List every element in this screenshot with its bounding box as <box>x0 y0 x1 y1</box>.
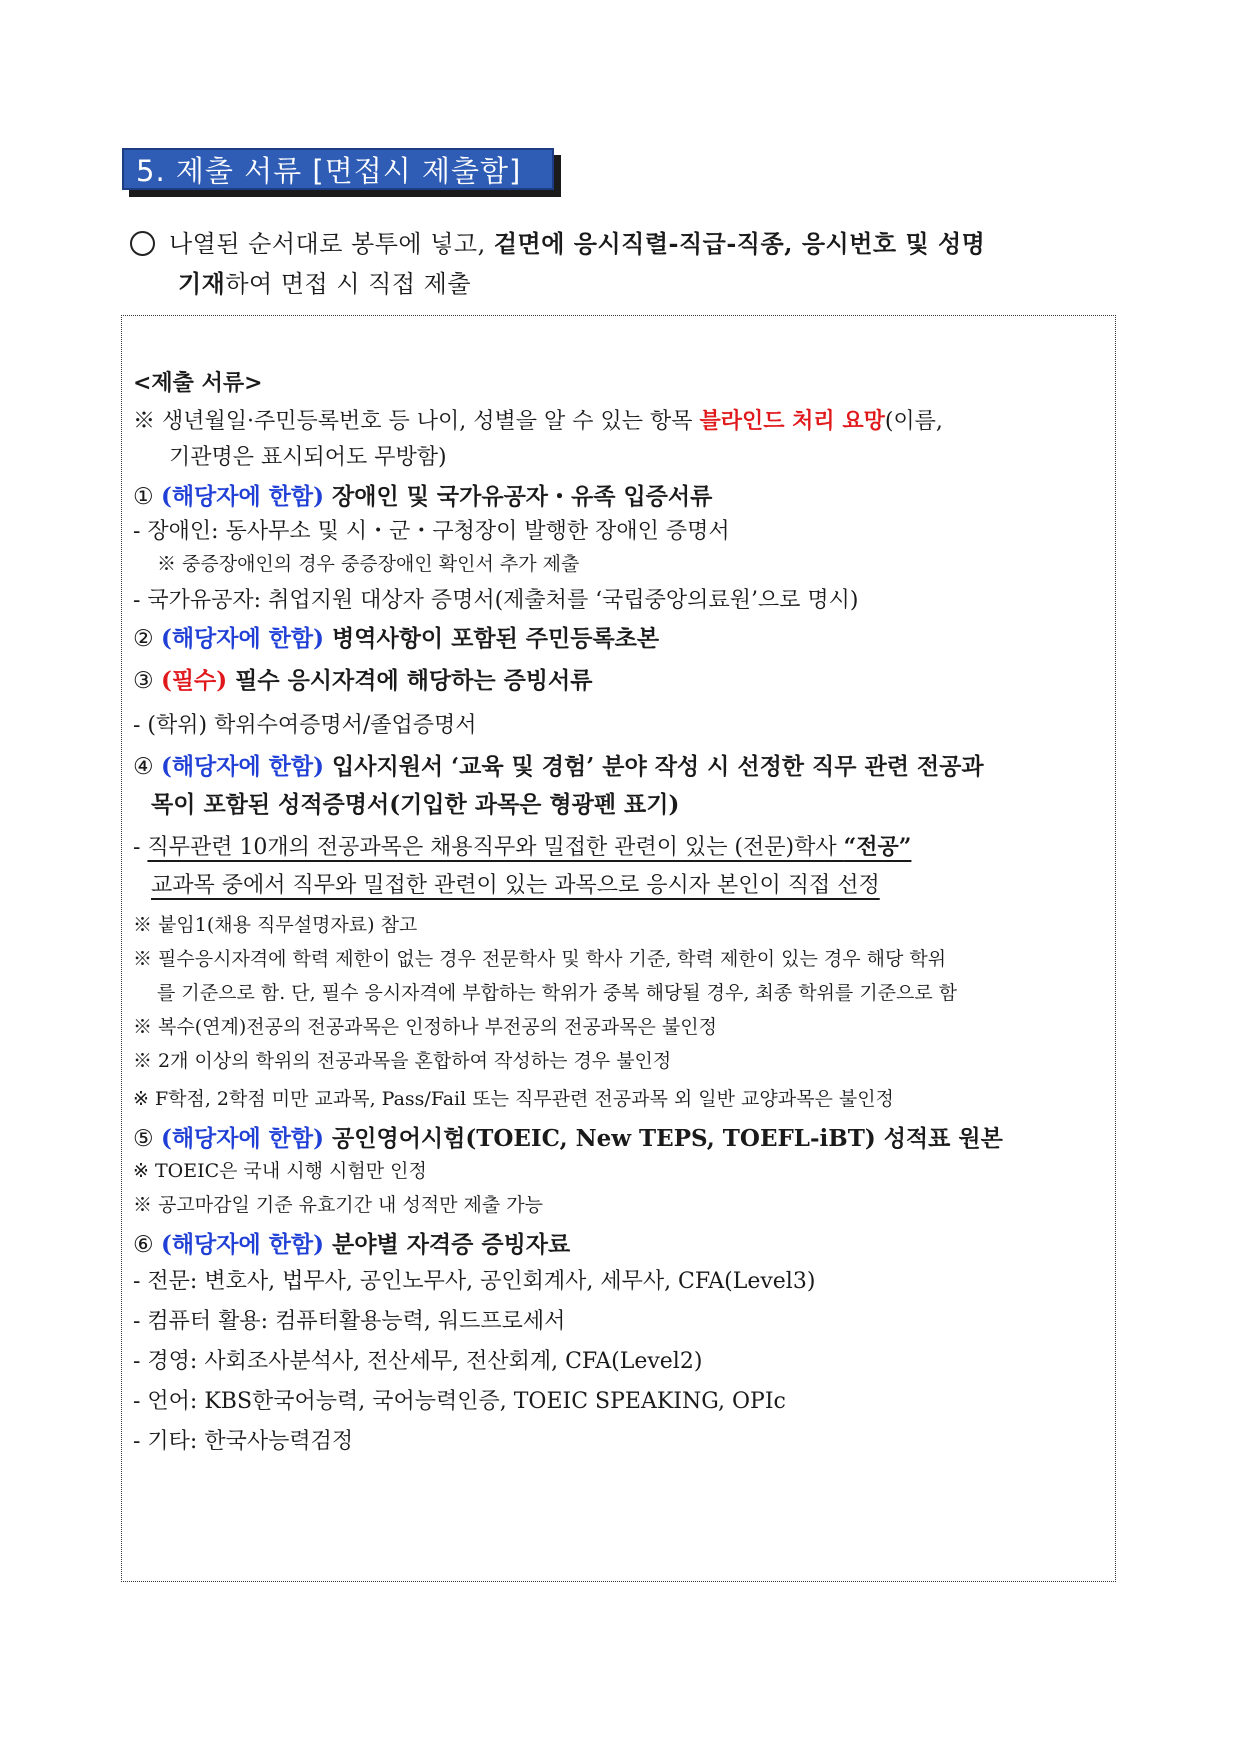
item-1-sub-2: - 국가유공자: 취업지원 대상자 증명서(제출처를 ‘국립중앙의료원’으로 명시) <box>133 588 859 613</box>
item-3-sub-1: - (학위) 학위수여증명서/졸업증명서 <box>133 713 477 738</box>
intro-bold: 겉면에 응시직렬-직급-직종, 응시번호 및 성명 <box>493 229 986 258</box>
item-number: ③ <box>133 668 154 694</box>
dash: - <box>133 835 148 860</box>
item-tag-required: (필수) <box>160 667 228 694</box>
item-6-list-item: - 컴퓨터 활용: 컴퓨터활용능력, 워드프로세서 <box>133 1309 566 1334</box>
item-title: 병역사항이 포함된 주민등록초본 <box>324 625 660 652</box>
item-1-sub-1: - 장애인: 동사무소 및 시・군・구청장이 발행한 장애인 증명서 <box>133 519 730 544</box>
item-4-sub-text: 직무관련 10개의 전공과목은 채용직무와 밀접한 관련이 있는 (전문)학사 <box>147 835 844 860</box>
item-5-note-2: ※ 공고마감일 기준 유효기간 내 성적만 제출 가능 <box>133 1194 544 1216</box>
item-tag: (해당자에 한함) <box>160 1231 325 1258</box>
item-number: ④ <box>133 754 154 780</box>
item-5-note-1: ※ TOEIC은 국내 시행 시험만 인정 <box>133 1160 427 1182</box>
item-title: 입사지원서 ‘교육 및 경험’ 분야 작성 시 선정한 직무 관련 전공과 <box>324 753 984 780</box>
item-2-title <box>133 620 1113 662</box>
intro-text <box>130 224 1130 304</box>
blind-note-line2: 기관명은 표시되어도 무방함) <box>169 445 447 470</box>
item-1-title <box>133 478 1113 514</box>
documents-list <box>133 366 1113 1464</box>
item-6-list-item: - 기타: 한국사능력검정 <box>133 1429 354 1454</box>
item-4-sub-2 <box>133 868 1113 910</box>
item-5-title <box>133 1120 1113 1156</box>
item-4-sub-1 <box>133 830 1113 868</box>
blind-note-post: (이름, <box>884 409 943 434</box>
item-4-sub-underlined-2: 교과목 중에서 직무와 밀접한 관련이 있는 과목으로 응시자 본인이 직접 선정 <box>151 873 880 898</box>
item-tag: (해당자에 한함) <box>160 1125 325 1152</box>
item-4-title-2: 목이 포함된 성적증명서(기입한 과목은 형광펜 표기) <box>151 791 680 818</box>
item-4-note-4: ※ 2개 이상의 학위의 전공과목을 혼합하여 작성하는 경우 불인정 <box>133 1050 672 1072</box>
note-mark: ※ <box>133 409 156 434</box>
circle-bullet-icon <box>130 231 155 256</box>
item-number: ⑥ <box>133 1232 154 1258</box>
item-3-title <box>133 662 1113 708</box>
intro-plain: 나열된 순서대로 봉투에 넣고, <box>169 230 494 258</box>
intro-line-2 <box>130 264 1130 304</box>
item-4-note-1: ※ 붙임1(채용 직무설명자료) 참고 <box>133 914 418 936</box>
item-1-note-1: ※ 중증장애인의 경우 중증장애인 확인서 추가 제출 <box>157 553 580 575</box>
item-number: ⑤ <box>133 1126 154 1152</box>
item-title: 장애인 및 국가유공자・유족 입증서류 <box>324 483 713 510</box>
item-4-note-2b: 를 기준으로 함. 단, 필수 응시자격에 부합하는 학위가 중복 해당될 경우, 최종 학위를 기준으로 함 <box>157 982 958 1004</box>
blind-note-emphasis: 블라인드 처리 요망 <box>699 408 885 434</box>
intro-bold-2: 기재 <box>178 269 226 298</box>
item-tag: (해당자에 한함) <box>160 625 325 652</box>
item-4-title-1 <box>133 748 1113 786</box>
item-6-title <box>133 1226 1113 1264</box>
item-6-list-item: - 언어: KBS한국어능력, 국어능력인증, TOEIC SPEAKING, OPIc <box>133 1389 786 1414</box>
item-4-sub-bold: “전공” <box>843 834 912 860</box>
item-4-note-3: ※ 복수(연계)전공의 전공과목은 인정하나 부전공의 전공과목은 불인정 <box>133 1016 717 1038</box>
blind-note <box>133 404 1113 440</box>
item-tag: (해당자에 한함) <box>160 753 325 780</box>
section-title: 5. 제출 서류 [면접시 제출함] <box>122 148 554 190</box>
item-title: 분야별 자격증 증빙자료 <box>324 1231 571 1258</box>
intro-plain-2: 하여 면접 시 직접 제출 <box>225 270 472 298</box>
item-title: 공인영어시험(TOEIC, New TEPS, TOEFL-iBT) 성적표 원본 <box>324 1125 1003 1152</box>
item-6-list-item: - 경영: 사회조사분석사, 전산세무, 전산회계, CFA(Level2) <box>133 1349 703 1374</box>
item-number: ① <box>133 484 154 510</box>
item-6-list-item: - 전문: 변호사, 법무사, 공인노무사, 공인회계사, 세무사, CFA(Level3) <box>133 1269 816 1294</box>
docs-heading: <제출 서류> <box>133 370 263 396</box>
item-4-note-5: ※ F학점, 2학점 미만 교과목, Pass/Fail 또는 직무관련 전공과목 외 일반 교양과목은 불인정 <box>133 1088 894 1110</box>
blind-note-text: 생년월일·주민등록번호 등 나이, 성별을 알 수 있는 항목 <box>155 409 700 434</box>
item-4-sub-underlined <box>147 835 911 860</box>
item-number: ② <box>133 626 154 652</box>
item-title: 필수 응시자격에 해당하는 증빙서류 <box>227 667 593 694</box>
item-4-note-2a: ※ 필수응시자격에 학력 제한이 없는 경우 전문학사 및 학사 기준, 학력 제한이 있는 경우 해당 학위 <box>133 948 947 970</box>
item-tag: (해당자에 한함) <box>160 483 325 510</box>
intro-line-1 <box>130 224 1130 264</box>
